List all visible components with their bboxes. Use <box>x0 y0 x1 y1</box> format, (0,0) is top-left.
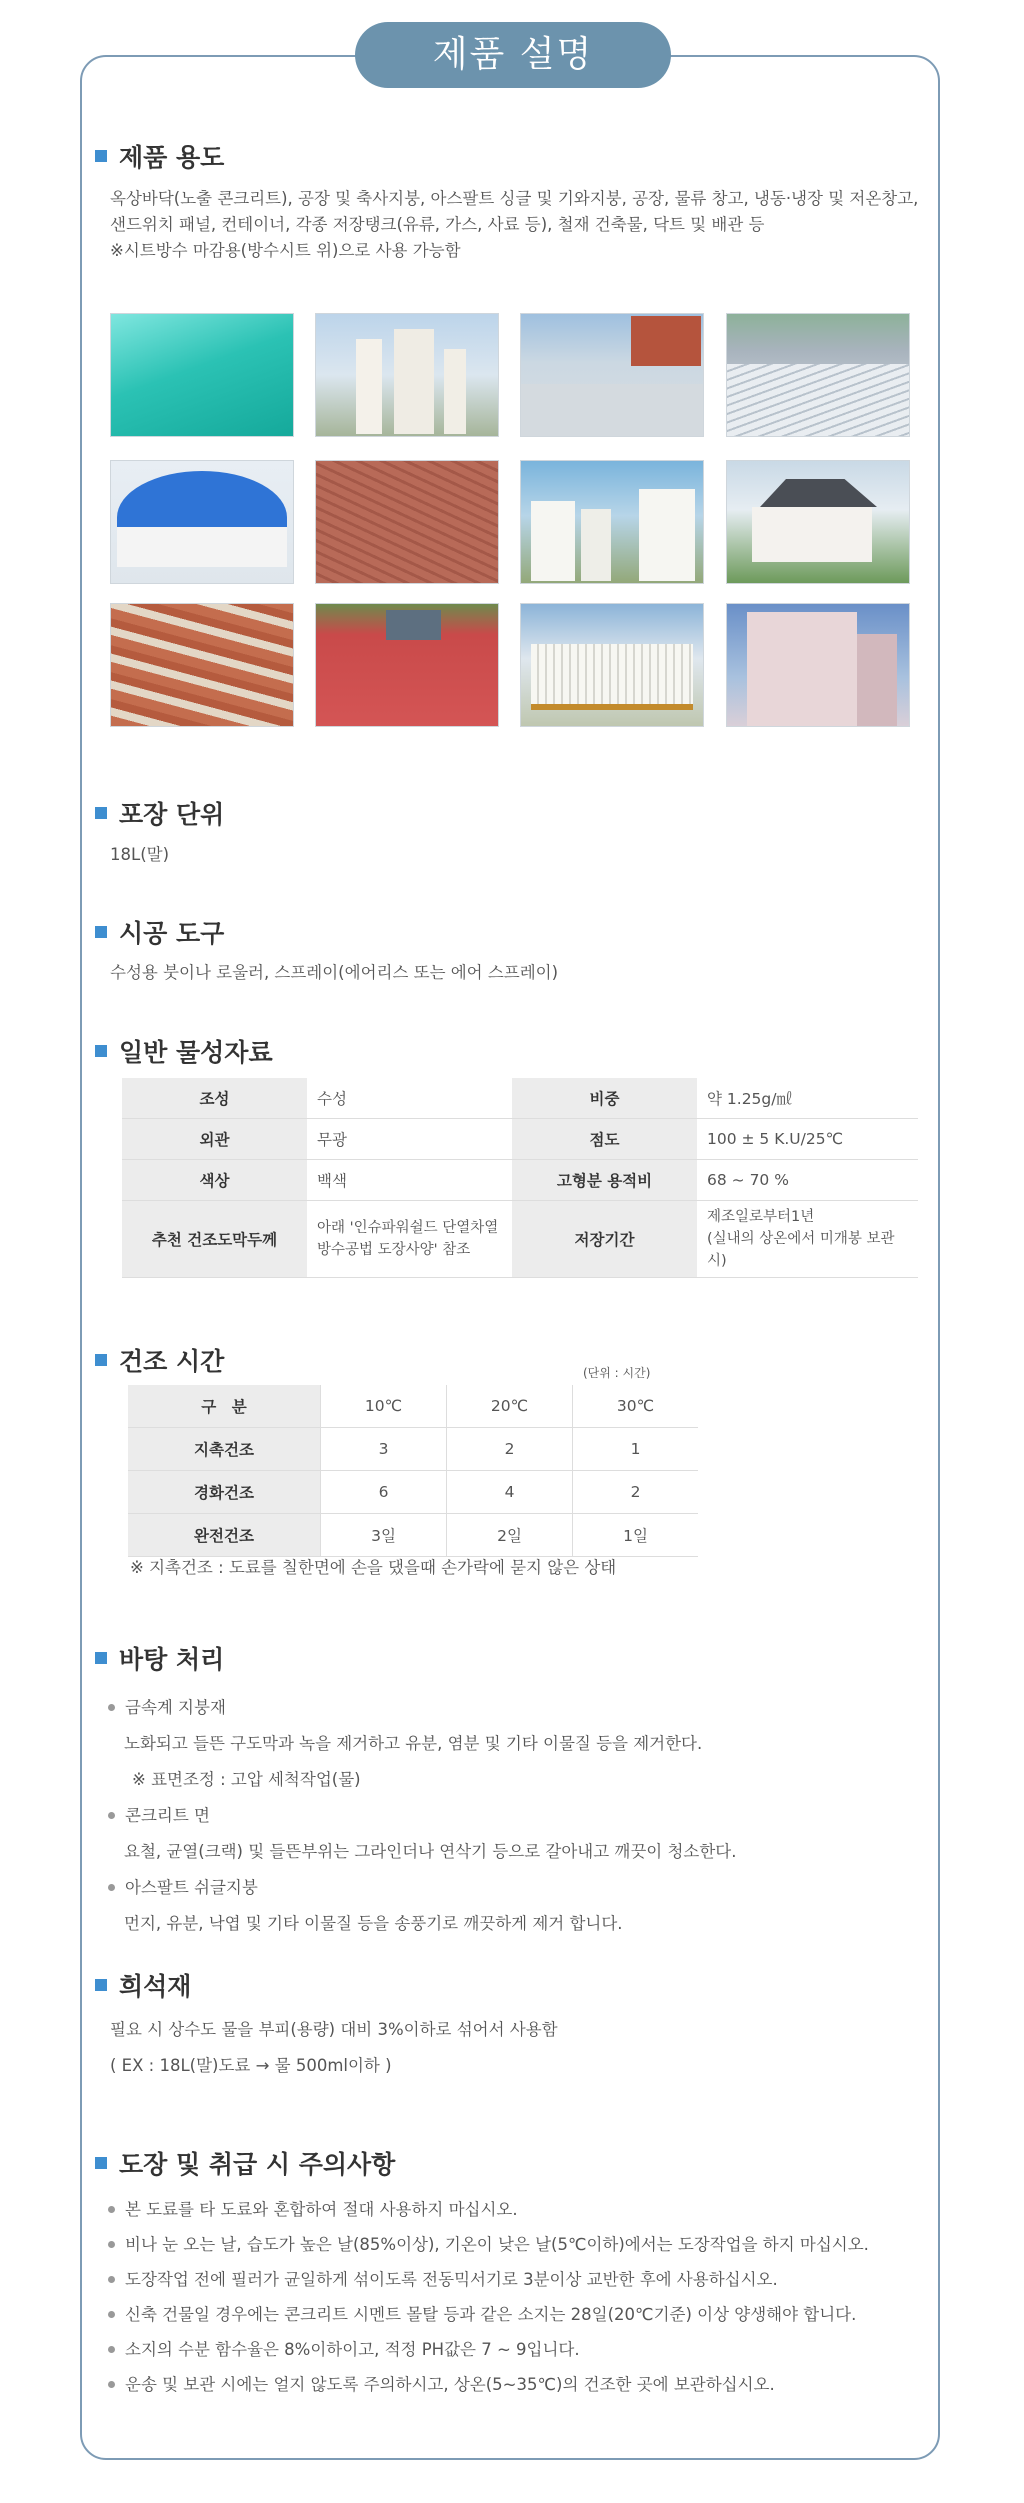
list-item: 도장작업 전에 필러가 균일하게 섞이도록 전동믹서기로 3분이상 교반한 후에 사용하십시오. <box>108 2262 938 2297</box>
table-row: 구 분 10℃ 20℃ 30℃ <box>128 1385 698 1428</box>
photo-white-house <box>726 460 910 584</box>
usage-line: 샌드위치 패널, 컨테이너, 각종 저장탱크(유류, 가스, 사료 등), 철재 건축물, 닥트 및 배관 등 <box>110 215 765 234</box>
prop-value: 아래 '인슈파워쉴드 단열차열 방수공법 도장사양' 참조 <box>307 1201 512 1278</box>
usage-line: ※시트방수 마감용(방수시트 위)으로 사용 가능함 <box>110 241 461 260</box>
prop-value: 백색 <box>307 1160 512 1201</box>
list-item: 비나 눈 오는 날, 습도가 높은 날(85%이상), 기온이 낮은 날(5℃이하)에서는 도장작업을 하지 마십시오. <box>108 2227 938 2262</box>
prop-key: 저장기간 <box>512 1201 697 1278</box>
prop-key: 조성 <box>122 1078 307 1119</box>
photo-storage-tanks <box>520 460 704 584</box>
prop-key: 비중 <box>512 1078 697 1119</box>
section-heading: 도장 및 취급 시 주의사항 <box>119 2150 396 2179</box>
prop-value: 제조일로부터1년 (실내의 상온에서 미개봉 보관시) <box>697 1201 918 1278</box>
drying-unit: (단위 : 시간) <box>583 1366 651 1380</box>
bullet-square-icon <box>95 1979 107 1991</box>
thinner-text: 필요 시 상수도 물을 부피(용량) 대비 3%이하로 섞어서 사용함 ( EX : 18L(말)도료 → 물 500ml이하 ) <box>110 2020 558 2075</box>
photo-red-roof <box>315 603 499 727</box>
list-item: 콘크리트 면 <box>108 1798 928 1834</box>
usage-line: 옥상바닥(노출 콘크리트), 공장 및 축사지붕, 아스팔트 싱글 및 기와지붕, 공장, 물류 창고, 냉동·냉장 및 저온창고, <box>110 189 919 208</box>
section-heading: 건조 시간 <box>119 1347 225 1376</box>
list-item: 금속계 지붕재 <box>108 1690 928 1726</box>
packaging-text: 18L(말) <box>110 845 170 864</box>
list-item: 운송 및 보관 시에는 얼지 않도록 주의하시고, 상온(5~35℃)의 건조한 곳에 보관하십시오. <box>108 2367 938 2402</box>
photo-apartments <box>315 313 499 437</box>
photo-rooftop-floor <box>110 313 294 437</box>
prop-key: 고형분 용적비 <box>512 1160 697 1201</box>
section-packaging <box>95 795 224 831</box>
list-item: 소지의 수분 함수율은 8%이하이고, 적정 PH값은 7 ~ 9입니다. <box>108 2332 938 2367</box>
section-cautions <box>95 2145 395 2181</box>
section-heading: 일반 물성자료 <box>119 1038 273 1067</box>
table-row <box>122 1119 918 1160</box>
prop-key: 색상 <box>122 1160 307 1201</box>
photo-arched-warehouse <box>110 460 294 584</box>
photo-shingle-roof <box>315 460 499 584</box>
prop-value: 약 1.25g/㎖ <box>697 1078 918 1119</box>
prop-value: 100 ± 5 K.U/25℃ <box>697 1119 918 1160</box>
table-row <box>122 1201 918 1278</box>
section-surface <box>95 1640 224 1676</box>
bullet-square-icon <box>95 807 107 819</box>
section-drying <box>95 1342 224 1378</box>
table-row <box>122 1160 918 1201</box>
bullet-square-icon <box>95 926 107 938</box>
photo-container <box>520 603 704 727</box>
section-usage <box>95 138 224 174</box>
section-heading: 바탕 처리 <box>119 1645 225 1674</box>
bullet-square-icon <box>95 1354 107 1366</box>
list-item: 본 도료를 타 도료와 혼합하여 절대 사용하지 마십시오. <box>108 2192 938 2227</box>
usage-text <box>110 186 930 264</box>
drying-note: ※ 지촉건조 : 도료를 칠한면에 손을 댔을때 손가락에 묻지 않은 상태 <box>130 1558 617 1577</box>
prop-key: 점도 <box>512 1119 697 1160</box>
prop-value: 무광 <box>307 1119 512 1160</box>
section-heading: 제품 용도 <box>119 143 225 172</box>
bullet-square-icon <box>95 150 107 162</box>
photo-tile-roofs-town <box>110 603 294 727</box>
section-heading: 포장 단위 <box>119 800 225 829</box>
section-heading: 시공 도구 <box>119 919 225 948</box>
section-thinner <box>95 1967 191 2003</box>
table-row: 완전건조 3일 2일 1일 <box>128 1514 698 1557</box>
prop-key: 외관 <box>122 1119 307 1160</box>
cautions-list <box>108 2192 938 2402</box>
photo-rooftop-building <box>520 313 704 437</box>
table-row: 경화건조 6 4 2 <box>128 1471 698 1514</box>
section-heading: 희석재 <box>119 1972 192 2001</box>
surface-list: 금속계 지붕재 노화되고 들뜬 구도막과 녹을 제거하고 유분, 염분 및 기타 이물질 등을 제거한다. ※ 표면조정 : 고압 세척작업(물) 콘크리트 면 요철, 균열(크랙) 및 들뜬부위는 그라인더나 연삭기 등으로 갈아내고 깨끗이 청소한다. 아스팔트 쉬글지붕 먼지, 유분, 낙엽 및 기타 이물질 등을 송풍기로 깨끗하게 제거 합니다. <box>108 1690 928 1942</box>
page-title: 제품 설명 <box>355 22 671 88</box>
drying-table <box>128 1385 698 1557</box>
tools-text: 수성용 붓이나 로울러, 스프레이(에어리스 또는 에어 스프레이) <box>110 963 559 982</box>
list-item: 아스팔트 쉬글지붕 <box>108 1870 928 1906</box>
properties-table <box>122 1078 918 1278</box>
prop-key: 추천 건조도막두께 <box>122 1201 307 1278</box>
section-properties <box>95 1033 273 1069</box>
table-row <box>122 1078 918 1119</box>
bullet-square-icon <box>95 2157 107 2169</box>
photo-metal-roof <box>726 313 910 437</box>
prop-value: 수성 <box>307 1078 512 1119</box>
bullet-square-icon <box>95 1045 107 1057</box>
section-tools <box>95 914 224 950</box>
prop-value: 68 ~ 70 % <box>697 1160 918 1201</box>
bullet-square-icon <box>95 1652 107 1664</box>
table-row: 지촉건조 3 2 1 <box>128 1428 698 1471</box>
photo-tall-building <box>726 603 910 727</box>
list-item: 신축 건물일 경우에는 콘크리트 시멘트 몰탈 등과 같은 소지는 28일(20℃기준) 이상 양생해야 합니다. <box>108 2297 938 2332</box>
